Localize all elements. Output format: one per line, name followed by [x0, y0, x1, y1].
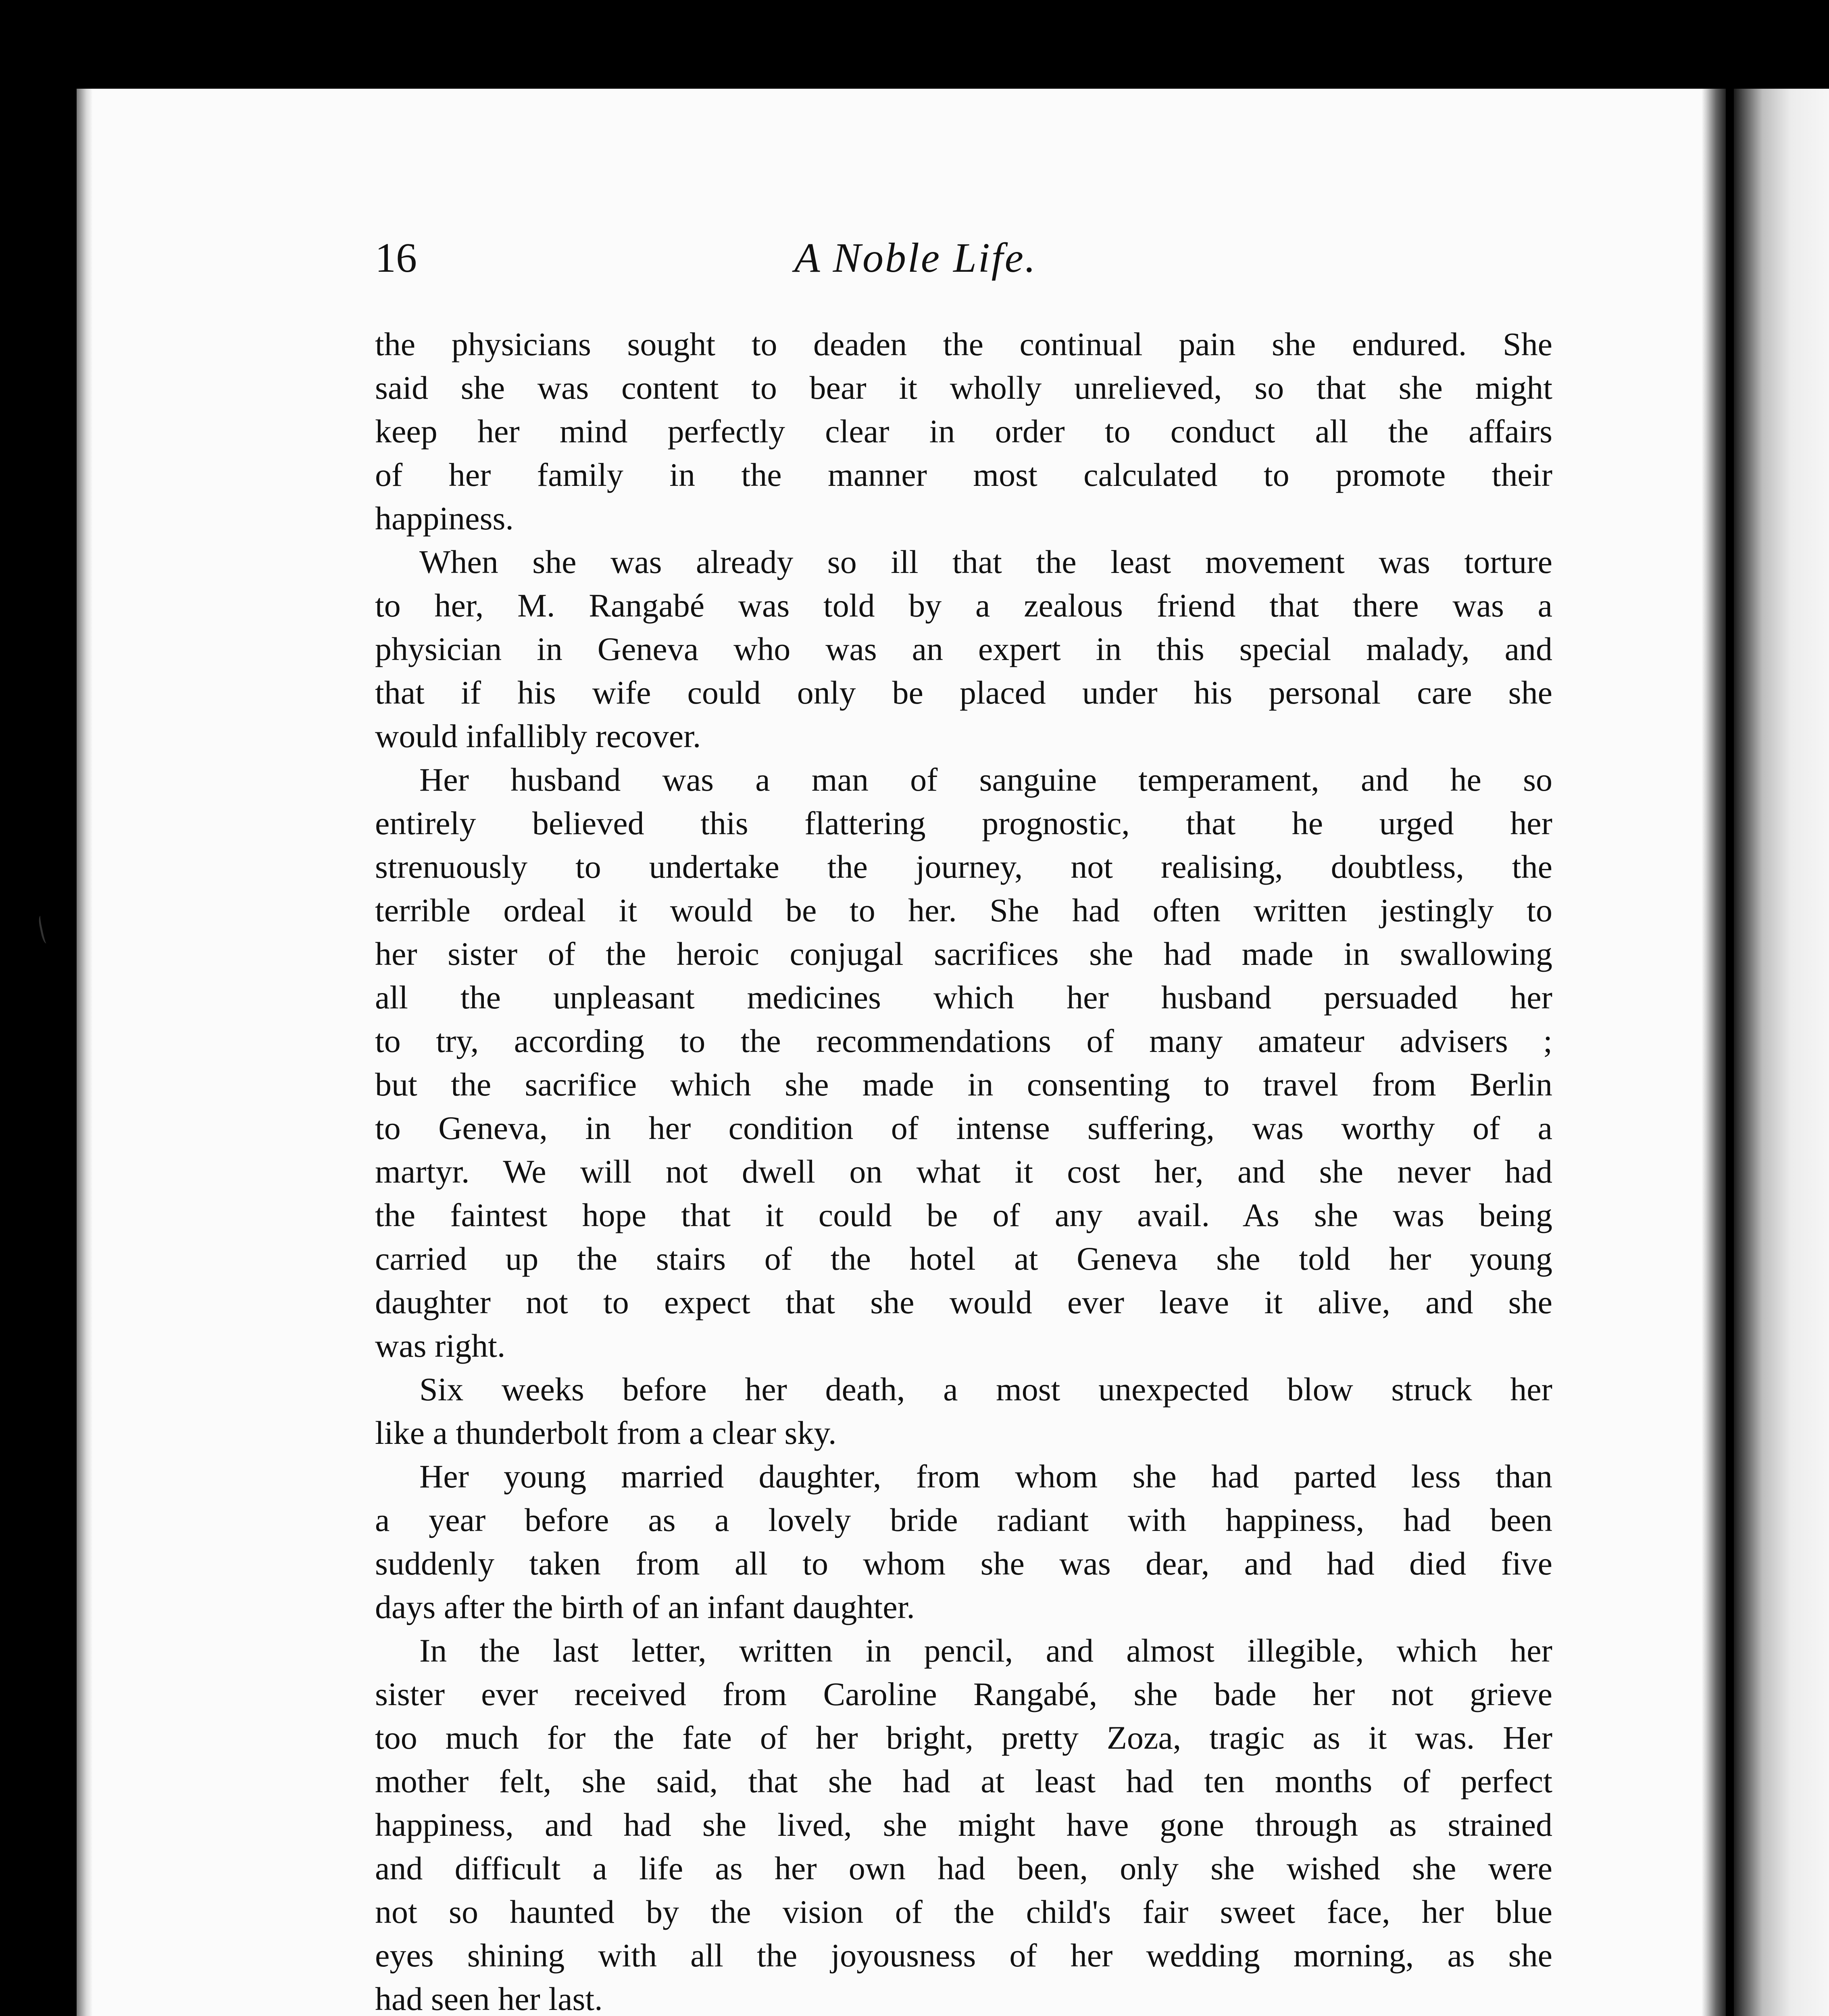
- page-gutter-shadow: [1702, 89, 1726, 2016]
- text-line: carried up the stairs of the hotel at Geneva she told her young: [375, 1240, 1552, 1277]
- text-line: When she was already so ill that the least movement was torture: [419, 544, 1552, 580]
- text-line: said she was content to bear it wholly unrelieved, so that she might: [375, 369, 1552, 406]
- text-line: was right.: [375, 1327, 506, 1364]
- text-line: the physicians sought to deaden the continual pain she endured. She: [375, 326, 1552, 362]
- text-line: to try, according to the recommendations of many amateur advisers ;: [375, 1023, 1552, 1059]
- text-line: not so haunted by the vision of the child's fair sweet face, her blue: [375, 1893, 1552, 1930]
- page-left-edge: [77, 89, 93, 2016]
- text-line: days after the birth of an infant daughter.: [375, 1589, 915, 1625]
- adjacent-page-edge: [1734, 89, 1829, 2016]
- text-line: like a thunderbolt from a clear sky.: [375, 1414, 837, 1451]
- text-line: would infallibly recover.: [375, 718, 701, 754]
- text-line: her sister of the heroic conjugal sacrifices she had made in swallowing: [375, 935, 1552, 972]
- text-line: to her, M. Rangabé was told by a zealous friend that there was a: [375, 587, 1552, 624]
- text-line: had seen her last.: [375, 1981, 603, 2016]
- running-head: [375, 234, 1585, 286]
- text-line: strenuously to undertake the journey, not realising, doubtless, the: [375, 848, 1552, 885]
- text-line: that if his wife could only be placed under his personal care she: [375, 674, 1552, 711]
- text-line: terrible ordeal it would be to her. She had often written jestingly to: [375, 892, 1552, 929]
- text-line: and difficult a life as her own had been, only she wished she were: [375, 1850, 1552, 1887]
- text-line: Six weeks before her death, a most unexpected blow struck her: [419, 1371, 1552, 1408]
- text-line: sister ever received from Caroline Rangabé, she bade her not grieve: [375, 1676, 1552, 1712]
- text-line: Her husband was a man of sanguine temperament, and he so: [419, 761, 1552, 798]
- text-line: entirely believed this flattering prognostic, that he urged her: [375, 805, 1552, 841]
- text-line: of her family in the manner most calculated to promote their: [375, 456, 1552, 493]
- margin-mark: [37, 915, 51, 944]
- text-line: keep her mind perfectly clear in order to conduct all the affairs: [375, 413, 1552, 450]
- text-line: In the last letter, written in pencil, and almost illegible, which her: [419, 1632, 1552, 1669]
- text-line: martyr. We will not dwell on what it cost her, and she never had: [375, 1153, 1552, 1190]
- text-line: the faintest hope that it could be of any avail. As she was being: [375, 1197, 1552, 1233]
- body-text: [375, 323, 1552, 2016]
- page-number: 16: [375, 235, 417, 281]
- text-line: to Geneva, in her condition of intense suffering, was worthy of a: [375, 1110, 1552, 1146]
- text-line: a year before as a lovely bride radiant with happiness, had been: [375, 1502, 1552, 1538]
- text-line: eyes shining with all the joyousness of her wedding morning, as she: [375, 1937, 1552, 1974]
- text-line: happiness, and had she lived, she might have gone through as strained: [375, 1806, 1552, 1843]
- text-line: but the sacrifice which she made in consenting to travel from Berlin: [375, 1066, 1552, 1103]
- text-line: mother felt, she said, that she had at least had ten months of perfect: [375, 1763, 1552, 1799]
- text-line: daughter not to expect that she would ever leave it alive, and she: [375, 1284, 1552, 1320]
- page-title: A Noble Life.: [794, 235, 1037, 281]
- text-line: all the unpleasant medicines which her husband persuaded her: [375, 979, 1552, 1016]
- text-line: happiness.: [375, 500, 514, 537]
- text-line: suddenly taken from all to whom she was dear, and had died five: [375, 1545, 1552, 1582]
- text-line: too much for the fate of her bright, pretty Zoza, tragic as it was. Her: [375, 1719, 1552, 1756]
- text-line: Her young married daughter, from whom she had parted less than: [419, 1458, 1552, 1495]
- text-line: physician in Geneva who was an expert in this special malady, and: [375, 631, 1552, 667]
